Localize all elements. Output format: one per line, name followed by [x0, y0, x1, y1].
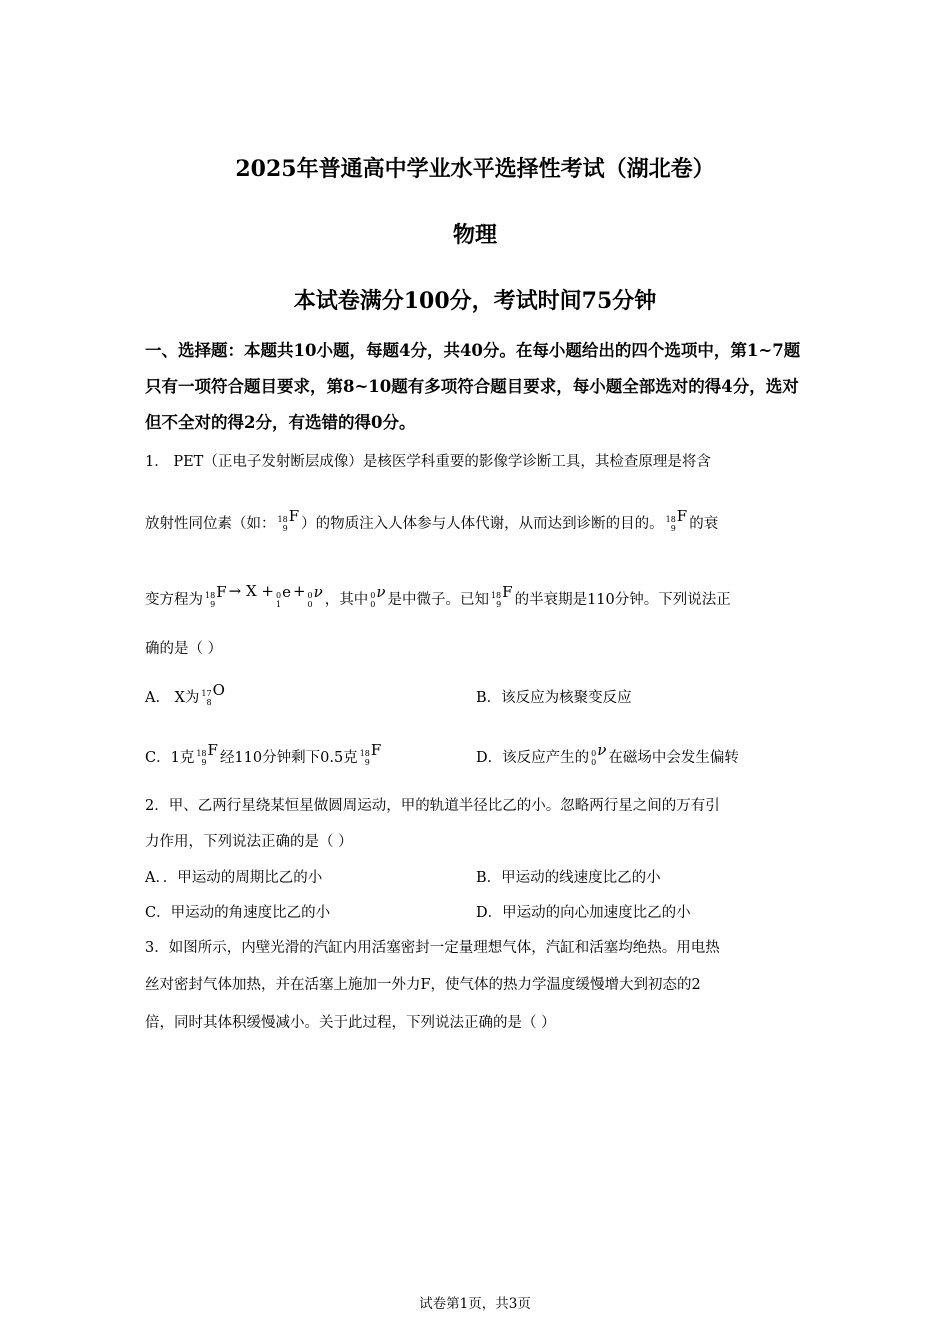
q2-option-a: A．．甲运动的周期比乙的小: [145, 870, 323, 886]
decay-arrow: → X +: [228, 582, 274, 600]
page-footer: 试卷第1页，共3页: [419, 1296, 531, 1312]
nuclide-f18: 18 9 F: [205, 583, 227, 609]
nuclide-f18: 18 9 F: [277, 507, 300, 533]
q2-option-c: C．甲运动的角速度比乙的小: [145, 905, 331, 921]
q2-option-d: D．甲运动的向心加速度比乙的小: [476, 905, 691, 921]
q1-text: 放射性同位素（如：: [145, 516, 276, 532]
section-instructions: 一、选择题：本题共10小题，每题4分，共40分。在每小题给出的四个选项中，第1~7题只有一项符合题目要求，第8~10题有多项符合题目要求，每小题全部选对的得4分，选对但不全对的得2分，有选错的得0分。: [145, 341, 801, 432]
nuclide-f18: 18 9 F: [359, 741, 382, 767]
q3-line3: 倍，同时其体积缓慢减小。关于此过程，下列说法正确的是（ ）: [145, 1015, 556, 1031]
q1-option-d: D．该反应产生的 0 0 ν 在磁场中会发生偏转: [476, 741, 739, 767]
nuclide-neutrino: 0 0 ν: [307, 583, 323, 609]
exam-title: 2025年普通高中学业水平选择性考试（湖北卷）: [235, 156, 715, 182]
q1-text: 的衰: [689, 516, 719, 532]
nuclide-f18: 18 9 F: [196, 741, 218, 767]
q1-text: 变方程为: [145, 592, 203, 608]
q1-line4: 确的是（ ）: [145, 641, 223, 657]
nuclide-f18: 18 9 F: [490, 583, 513, 609]
nuclide-neutrino: 0 0 ν: [591, 741, 607, 767]
plus-sign: +: [292, 582, 306, 600]
q1-option-b: B．该反应为核聚变反应: [476, 690, 632, 706]
nuclide-neutrino: 0 0 ν: [370, 583, 386, 609]
q1-text: 是中微子。已知: [387, 592, 489, 608]
q1-line2: [145, 507, 719, 533]
q2-line2: 力作用，下列说法正确的是（ ）: [145, 834, 353, 850]
q2-line1: 2．甲、乙两行星绕某恒星做圆周运动，甲的轨道半径比乙的小。忽略两行星之间的万有引: [145, 798, 720, 814]
q3-line1: 3．如图所示，内壁光滑的汽缸内用活塞密封一定量理想气体，汽缸和活塞均绝热。用电热: [145, 940, 720, 956]
q1-line1: 1． PET（正电子发射断层成像）是核医学科重要的影像学诊断工具，其检查原理是将含: [145, 454, 711, 470]
q1-option-c: C．1克 18 9 F 经110分钟剩下0.5克 18 9 F: [145, 741, 382, 767]
nuclide-o17: 17 8 O: [201, 681, 225, 707]
q1-line3: [145, 582, 731, 609]
q1-option-a: A． X为 17 8 O: [145, 681, 225, 707]
q1-text: ，其中: [324, 592, 369, 608]
exam-info: 本试卷满分100分，考试时间75分钟: [293, 288, 657, 314]
q3-line2: 丝对密封气体加热，并在活塞上施加一外力F，使气体的热力学温度缓慢增大到初态的2: [145, 977, 701, 993]
q2-option-b: B．甲运动的线速度比乙的小: [476, 870, 661, 886]
nuclide-f18: 18 9 F: [665, 507, 688, 533]
q1-text: ）的物质注入人体参与人体代谢，从而达到诊断的目的。: [301, 516, 664, 532]
subject-title: 物理: [452, 222, 497, 248]
nuclide-positron: 0 1 e: [275, 583, 291, 609]
q1-text: 的半衰期是110分钟。下列说法正: [514, 592, 731, 608]
